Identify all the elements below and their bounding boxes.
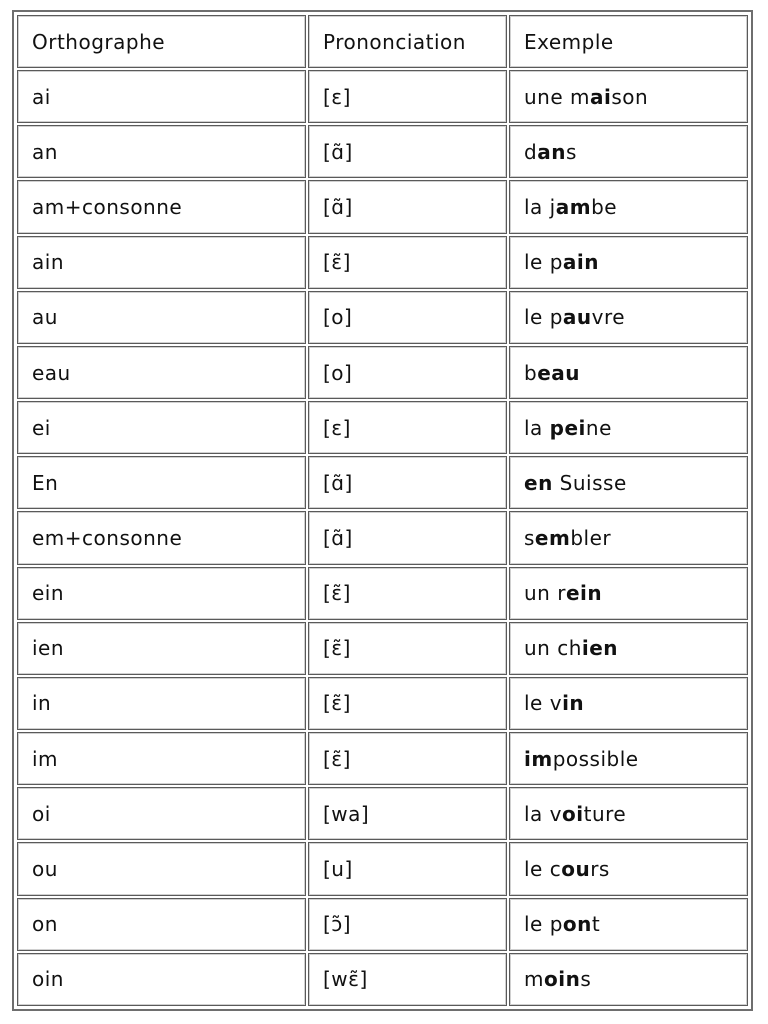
table-row	[17, 732, 748, 785]
example-highlight: pei	[549, 415, 586, 440]
example-text: be	[591, 195, 618, 220]
example-text: la	[524, 415, 550, 440]
phonetics-table-frame	[12, 10, 753, 1011]
cell-prononciation: [ɛ̃]	[308, 732, 507, 785]
table-row	[17, 180, 748, 233]
table-row	[17, 567, 748, 620]
example-highlight: eau	[537, 360, 581, 385]
example-text: bler	[570, 525, 612, 550]
example-text: ture	[583, 801, 627, 826]
example-highlight: in	[562, 691, 585, 716]
example-highlight: em	[534, 525, 571, 550]
cell-orthographe: ein	[17, 567, 306, 620]
table-row	[17, 898, 748, 951]
cell-prononciation: [o]	[308, 291, 507, 344]
cell-exemple	[509, 567, 748, 620]
example-highlight: ien	[581, 636, 619, 661]
cell-exemple	[509, 401, 748, 454]
cell-prononciation: [ɑ̃]	[308, 511, 507, 564]
example-text: le p	[524, 305, 563, 330]
example-text: un r	[524, 581, 566, 606]
cell-exemple	[509, 622, 748, 675]
cell-prononciation: [ɛ]	[308, 70, 507, 123]
example-text: possible	[552, 746, 639, 771]
cell-orthographe: eau	[17, 346, 306, 399]
table-row	[17, 456, 748, 509]
cell-exemple	[509, 346, 748, 399]
cell-prononciation: [ɑ̃]	[308, 125, 507, 178]
header-prononciation: Prononciation	[308, 15, 507, 68]
example-text: Suisse	[552, 470, 627, 495]
cell-prononciation: [ɛ̃]	[308, 622, 507, 675]
example-highlight: ai	[590, 84, 612, 109]
cell-prononciation: [wa]	[308, 787, 507, 840]
example-text: le p	[524, 912, 563, 937]
header-orthographe: Orthographe	[17, 15, 306, 68]
example-highlight: oin	[543, 967, 581, 992]
table-row	[17, 70, 748, 123]
example-text: d	[524, 139, 538, 164]
cell-exemple	[509, 842, 748, 895]
cell-exemple	[509, 236, 748, 289]
example-highlight: an	[537, 139, 566, 164]
cell-exemple	[509, 511, 748, 564]
table-row	[17, 291, 748, 344]
table-row	[17, 622, 748, 675]
example-highlight: on	[562, 912, 592, 937]
cell-orthographe: im	[17, 732, 306, 785]
example-highlight: oi	[562, 801, 584, 826]
table-header-row	[17, 15, 748, 68]
example-text: m	[524, 967, 544, 992]
header-exemple: Exemple	[509, 15, 748, 68]
cell-exemple	[509, 456, 748, 509]
example-highlight: am	[555, 195, 592, 220]
cell-orthographe: am+consonne	[17, 180, 306, 233]
table-row	[17, 236, 748, 289]
cell-orthographe: ou	[17, 842, 306, 895]
example-text: la v	[524, 801, 563, 826]
cell-orthographe: an	[17, 125, 306, 178]
cell-orthographe: oi	[17, 787, 306, 840]
example-text: son	[611, 84, 649, 109]
table-row	[17, 953, 748, 1006]
example-text: le p	[524, 250, 563, 275]
cell-orthographe: on	[17, 898, 306, 951]
cell-exemple	[509, 732, 748, 785]
table-body	[17, 15, 748, 1006]
example-text: la j	[524, 195, 556, 220]
cell-exemple	[509, 898, 748, 951]
cell-exemple	[509, 291, 748, 344]
cell-orthographe: ien	[17, 622, 306, 675]
cell-prononciation: [ɑ̃]	[308, 180, 507, 233]
example-highlight: ein	[565, 581, 603, 606]
example-highlight: au	[562, 305, 592, 330]
example-highlight: im	[524, 746, 553, 771]
example-highlight: ain	[562, 250, 600, 275]
cell-orthographe: em+consonne	[17, 511, 306, 564]
table-row	[17, 787, 748, 840]
example-text: t	[591, 912, 601, 937]
table-row	[17, 346, 748, 399]
cell-prononciation: [ɛ̃]	[308, 567, 507, 620]
cell-orthographe: ain	[17, 236, 306, 289]
table-row	[17, 401, 748, 454]
example-text: rs	[590, 856, 610, 881]
cell-orthographe: in	[17, 677, 306, 730]
cell-orthographe: En	[17, 456, 306, 509]
example-text: une m	[524, 84, 590, 109]
example-text: ne	[585, 415, 612, 440]
cell-prononciation: [ɛ]	[308, 401, 507, 454]
example-text: le v	[524, 691, 563, 716]
example-text: s	[580, 967, 592, 992]
example-text: le c	[524, 856, 562, 881]
cell-orthographe: ei	[17, 401, 306, 454]
cell-prononciation: [ɔ̃]	[308, 898, 507, 951]
example-text: b	[524, 360, 538, 385]
table-row	[17, 842, 748, 895]
cell-orthographe: au	[17, 291, 306, 344]
table-row	[17, 125, 748, 178]
cell-orthographe: ai	[17, 70, 306, 123]
cell-exemple	[509, 677, 748, 730]
cell-prononciation: [wɛ̃]	[308, 953, 507, 1006]
cell-prononciation: [o]	[308, 346, 507, 399]
example-text: un ch	[524, 636, 582, 661]
cell-exemple	[509, 953, 748, 1006]
cell-prononciation: [ɑ̃]	[308, 456, 507, 509]
table-row	[17, 677, 748, 730]
example-text: s	[565, 139, 577, 164]
example-highlight: en	[524, 470, 553, 495]
cell-prononciation: [u]	[308, 842, 507, 895]
cell-exemple	[509, 787, 748, 840]
example-highlight: ou	[561, 856, 591, 881]
cell-exemple	[509, 125, 748, 178]
cell-prononciation: [ɛ̃]	[308, 677, 507, 730]
cell-prononciation: [ɛ̃]	[308, 236, 507, 289]
cell-orthographe: oin	[17, 953, 306, 1006]
phonetics-table	[15, 13, 750, 1008]
cell-exemple	[509, 70, 748, 123]
cell-exemple	[509, 180, 748, 233]
table-row	[17, 511, 748, 564]
example-text: s	[524, 525, 535, 550]
example-text: vre	[591, 305, 626, 330]
